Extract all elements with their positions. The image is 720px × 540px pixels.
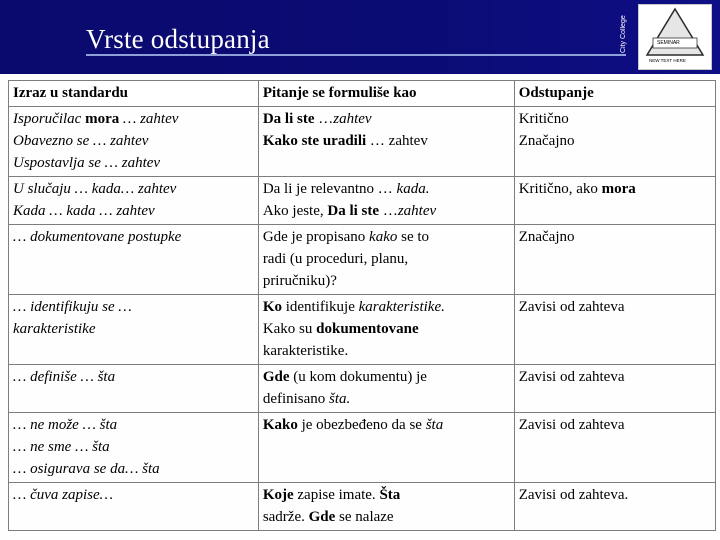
question-cell — [258, 177, 514, 225]
standard-expression-cell — [9, 365, 259, 413]
text-segment: mora — [85, 111, 120, 127]
deviation-cell — [514, 483, 715, 531]
question-cell — [258, 365, 514, 413]
text-segment: (u kom dokumentu) je — [289, 369, 427, 385]
text-segment: identifikuje — [281, 299, 359, 315]
text-segment: Da li ste — [262, 111, 315, 127]
table-row — [9, 295, 716, 365]
cell-line — [519, 484, 711, 506]
text-segment: šta. — [329, 391, 351, 407]
text-segment: Zavisi od zahteva — [518, 417, 625, 433]
deviation-cell — [514, 225, 715, 295]
cell-line — [263, 484, 510, 506]
standard-expression-cell — [9, 177, 259, 225]
logo — [638, 4, 712, 70]
text-segment: radi (u proceduri, planu, — [262, 251, 409, 267]
cell-line — [263, 130, 510, 152]
text-segment: Zavisi od zahteva — [518, 369, 625, 385]
text-segment: šta — [425, 417, 444, 433]
deviation-table — [8, 80, 716, 531]
text-segment: kako — [369, 229, 398, 245]
table-row — [9, 413, 716, 483]
cell-line — [519, 178, 711, 200]
deviation-cell — [514, 295, 715, 365]
logo-subtext: NEW TEXT HERE — [649, 58, 686, 63]
cell-line — [13, 130, 254, 152]
text-segment: karakteristike — [13, 321, 96, 337]
cell-line — [263, 366, 510, 388]
standard-expression-cell — [9, 483, 259, 531]
text-segment: kada. — [396, 181, 430, 197]
deviation-cell — [514, 107, 715, 177]
cell-line — [13, 414, 254, 436]
text-segment: definisano — [262, 391, 330, 407]
cell-line — [13, 108, 254, 130]
header-deviation: Odstupanje — [514, 81, 715, 107]
question-cell — [258, 483, 514, 531]
text-segment: karakteristike. — [358, 299, 445, 315]
text-segment: Gde — [308, 509, 336, 525]
text-segment: … — [314, 111, 334, 127]
text-segment: Šta — [379, 487, 401, 503]
text-segment: Da li ste — [327, 203, 380, 219]
table-header-row — [9, 81, 716, 107]
standard-expression-cell — [9, 413, 259, 483]
question-cell — [258, 107, 514, 177]
text-segment: … ne može … šta — [13, 417, 118, 433]
text-segment: … identifikuju se … — [13, 299, 132, 315]
standard-expression-cell — [9, 295, 259, 365]
text-segment: mora — [601, 181, 636, 197]
cell-line — [13, 484, 254, 506]
cell-line — [13, 296, 254, 318]
text-segment: Obavezno se … zahtev — [13, 133, 149, 149]
text-segment: Gde je propisano — [262, 229, 370, 245]
text-segment: … ne sme … šta — [13, 439, 110, 455]
text-segment: priručniku)? — [262, 273, 337, 289]
header-standard-expression: Izraz u standardu — [9, 81, 259, 107]
text-segment: je obezbeđeno da se — [297, 417, 426, 433]
text-segment: U slučaju … kada… zahtev — [13, 181, 177, 197]
text-segment: … definiše … šta — [13, 369, 116, 385]
cell-line — [13, 152, 254, 174]
standard-expression-cell — [9, 225, 259, 295]
text-segment: Značajno — [518, 133, 575, 149]
text-segment: dokumentovane — [316, 321, 419, 337]
cell-line — [13, 178, 254, 200]
text-segment: Uspostavlja se … zahtev — [13, 155, 161, 171]
cell-line — [519, 366, 711, 388]
table-row — [9, 107, 716, 177]
cell-line — [519, 296, 711, 318]
text-segment: zahtev — [333, 111, 372, 127]
table-row — [9, 225, 716, 295]
slide-header — [0, 0, 720, 74]
cell-line — [263, 108, 510, 130]
text-segment: karakteristike. — [262, 343, 349, 359]
text-segment: Značajno — [518, 229, 575, 245]
cell-line — [13, 318, 254, 340]
text-segment: … čuva zapise… — [13, 487, 113, 503]
cell-line — [519, 226, 711, 248]
text-segment: Da li je relevantno … — [262, 181, 397, 197]
text-segment: … — [379, 203, 398, 219]
text-segment: Kako ste uradili — [262, 133, 367, 149]
cell-line — [519, 414, 711, 436]
text-segment: … osigurava se da… šta — [13, 461, 160, 477]
cell-line — [263, 414, 510, 436]
table-row — [9, 365, 716, 413]
cell-line — [263, 388, 510, 410]
text-segment: Ako jeste, — [262, 203, 328, 219]
cell-line — [263, 340, 510, 362]
deviation-cell — [514, 177, 715, 225]
question-cell — [258, 225, 514, 295]
text-segment: Koje — [262, 487, 294, 503]
cell-line — [263, 248, 510, 270]
text-segment: Isporučilac — [13, 111, 86, 127]
text-segment: … zahtev — [119, 111, 179, 127]
cell-line — [263, 296, 510, 318]
cell-line — [13, 366, 254, 388]
text-segment: Kada … kada … zahtev — [13, 203, 155, 219]
cell-line — [13, 226, 254, 248]
text-segment: Kako su — [262, 321, 317, 337]
slide-title: Vrste odstupanja — [86, 24, 270, 54]
cell-line — [263, 506, 510, 528]
logo-label: SEMINAR — [657, 40, 680, 46]
text-segment: zahtev — [397, 203, 437, 219]
deviation-cell — [514, 413, 715, 483]
text-segment: Kritično, ako — [518, 181, 602, 197]
cell-line — [519, 108, 711, 130]
text-segment: … zahtev — [366, 133, 428, 149]
text-segment: Gde — [262, 369, 290, 385]
cell-line — [519, 130, 711, 152]
question-cell — [258, 413, 514, 483]
cell-line — [263, 178, 510, 200]
question-cell — [258, 295, 514, 365]
cell-line — [263, 318, 510, 340]
standard-expression-cell — [9, 107, 259, 177]
text-segment: Ko — [262, 299, 282, 315]
side-label: City College — [620, 15, 627, 53]
text-segment: zapise imate. — [293, 487, 380, 503]
cell-line — [13, 458, 254, 480]
deviation-cell — [514, 365, 715, 413]
table-row — [9, 177, 716, 225]
text-segment: Kako — [262, 417, 298, 433]
cell-line — [263, 270, 510, 292]
cell-line — [13, 200, 254, 222]
title-underline — [86, 54, 626, 56]
text-segment: se to — [397, 229, 430, 245]
text-segment: Zavisi od zahteva. — [518, 487, 629, 503]
text-segment: … dokumentovane postupke — [13, 229, 182, 245]
text-segment: Kritično — [518, 111, 569, 127]
text-segment: se nalaze — [335, 509, 394, 525]
table-row — [9, 483, 716, 531]
cell-line — [13, 436, 254, 458]
text-segment: sadrže. — [262, 509, 309, 525]
text-segment: Zavisi od zahteva — [518, 299, 625, 315]
cell-line — [263, 200, 510, 222]
header-question: Pitanje se formuliše kao — [258, 81, 514, 107]
cell-line — [263, 226, 510, 248]
